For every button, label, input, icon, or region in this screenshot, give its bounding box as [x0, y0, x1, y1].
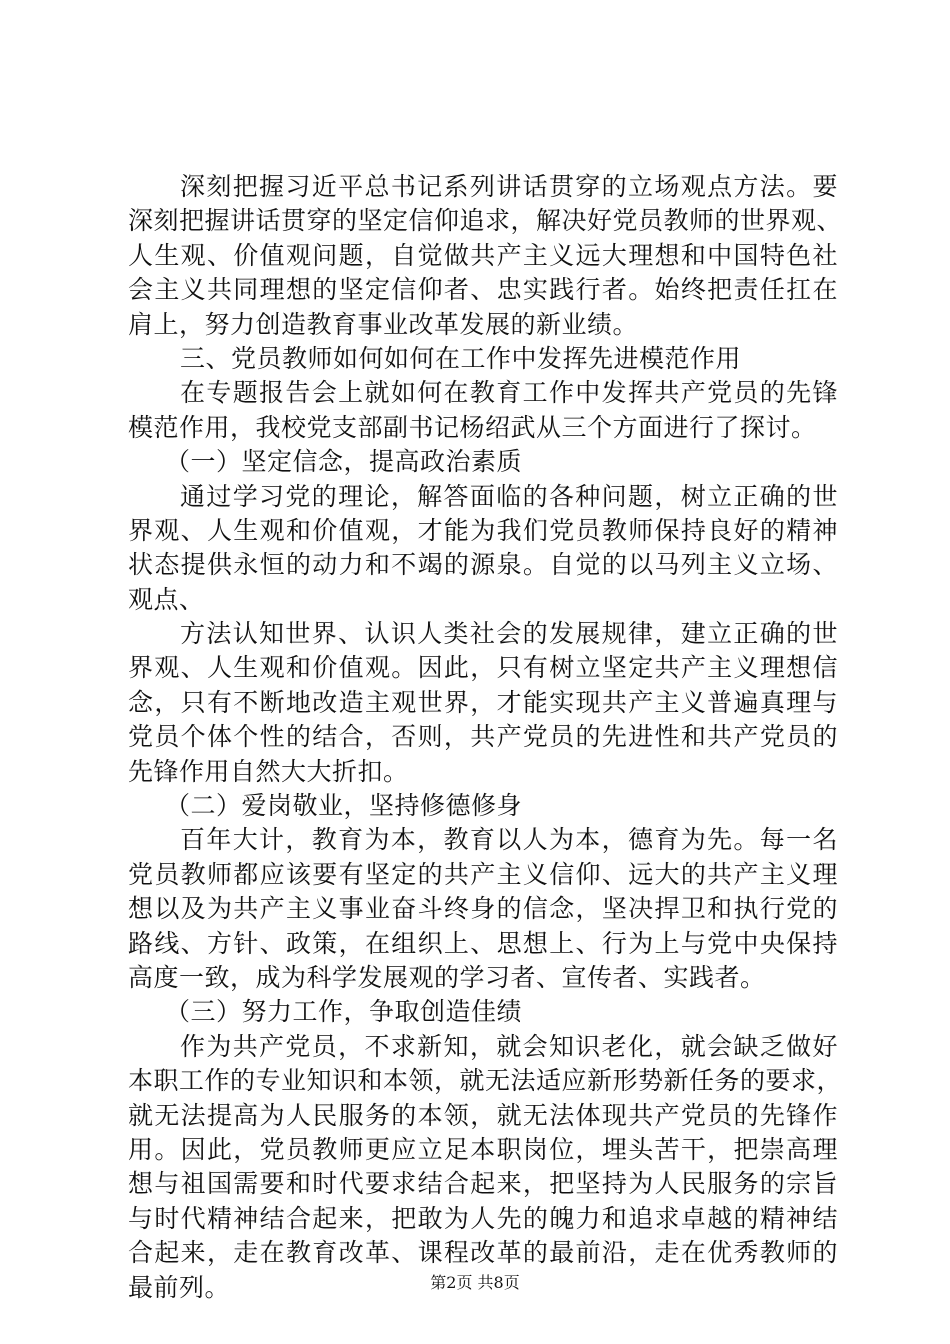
text-line: 深刻把握习近平总书记系列讲话贯穿的立场观点方法。要: [180, 172, 838, 201]
text-line: 就无法提高为人民服务的本领，就无法体现共产党员的先锋作: [128, 1100, 838, 1130]
text-line: （三）努力工作，争取创造佳绩: [165, 997, 523, 1027]
text-line: 模范作用，我校党支部副书记杨绍武从三个方面进行了探讨。: [128, 412, 817, 442]
text-line: 路线、方针、政策，在组织上、思想上、行为上与党中央保持: [128, 928, 838, 958]
text-line: 观点、: [128, 584, 205, 614]
text-line: 界观、人生观和价值观。因此，只有树立坚定共产主义理想信: [128, 653, 838, 683]
document-body: [128, 170, 843, 1305]
text-line: 会主义共同理想的坚定信仰者、忠实践行者。始终把责任扛在: [128, 275, 838, 305]
text-line: 高度一致，成为科学发展观的学习者、宣传者、实践者。: [128, 962, 766, 992]
text-line: 想以及为共产主义事业奋斗终身的信念，坚决捍卫和执行党的: [128, 894, 838, 924]
subsection-heading: [128, 995, 838, 1029]
text-line: 先锋作用自然大大折扣。: [128, 756, 409, 786]
paragraph: [128, 617, 838, 789]
text-line: 想与祖国需要和时代要求结合起来，把坚持为人民服务的宗旨: [128, 1169, 838, 1199]
text-line: 合起来，走在教育改革、课程改革的最前沿，走在优秀教师的: [128, 1238, 838, 1268]
text-line: 本职工作的专业知识和本领，就无法适应新形势新任务的要求，: [128, 1066, 843, 1096]
text-line: 界观、人生观和价值观，才能为我们党员教师保持良好的精神: [128, 515, 838, 545]
paragraph: [128, 480, 838, 618]
text-line: 作为共产党员，不求新知，就会知识老化，就会缺乏做好: [180, 1031, 838, 1061]
text-line: 用。因此，党员教师更应立足本职岗位，埋头苦干，把崇高理: [128, 1134, 838, 1164]
text-line: 人生观、价值观问题，自觉做共产主义远大理想和中国特色社: [128, 240, 838, 270]
text-line: 党员教师都应该要有坚定的共产主义信仰、远大的共产主义理: [128, 859, 838, 889]
text-line: 方法认知世界、认识人类社会的发展规律，建立正确的世: [180, 619, 838, 649]
paragraph: [128, 823, 838, 995]
text-line: 与时代精神结合起来，把敢为人先的魄力和追求卓越的精神结: [128, 1203, 838, 1233]
paragraph: [128, 170, 843, 342]
page-footer: 第2页 共8页: [430, 1273, 520, 1292]
section-heading: [128, 342, 838, 376]
text-line: 深刻把握讲话贯穿的坚定信仰追求，解决好党员教师的世界观、: [128, 206, 843, 236]
text-line: 状态提供永恒的动力和不竭的源泉。自觉的以马列主义立场、: [128, 550, 838, 580]
text-line: 最前列。: [128, 1272, 231, 1302]
text-line: （二）爱岗敬业，坚持修德修身: [165, 791, 523, 821]
text-line: 党员个体个性的结合，否则，共产党员的先进性和共产党员的: [128, 722, 838, 752]
text-line: 百年大计，教育为本，教育以人为本，德育为先。每一名: [180, 825, 838, 855]
subsection-heading: [128, 445, 838, 479]
text-line: 在专题报告会上就如何在教育工作中发挥共产党员的先锋: [180, 378, 838, 408]
paragraph: [128, 1030, 843, 1305]
text-line: 念，只有不断地改造主观世界，才能实现共产主义普遍真理与: [128, 687, 838, 717]
text-line: 肩上，努力创造教育事业改革发展的新业绩。: [128, 309, 639, 339]
text-line: 通过学习党的理论，解答面临的各种问题，树立正确的世: [180, 481, 838, 511]
paragraph: [128, 376, 838, 445]
text-line: 三、党员教师如何如何在工作中发挥先进模范作用: [180, 343, 742, 373]
text-line: （一）坚定信念，提高政治素质: [165, 447, 523, 477]
subsection-heading: [128, 789, 838, 823]
